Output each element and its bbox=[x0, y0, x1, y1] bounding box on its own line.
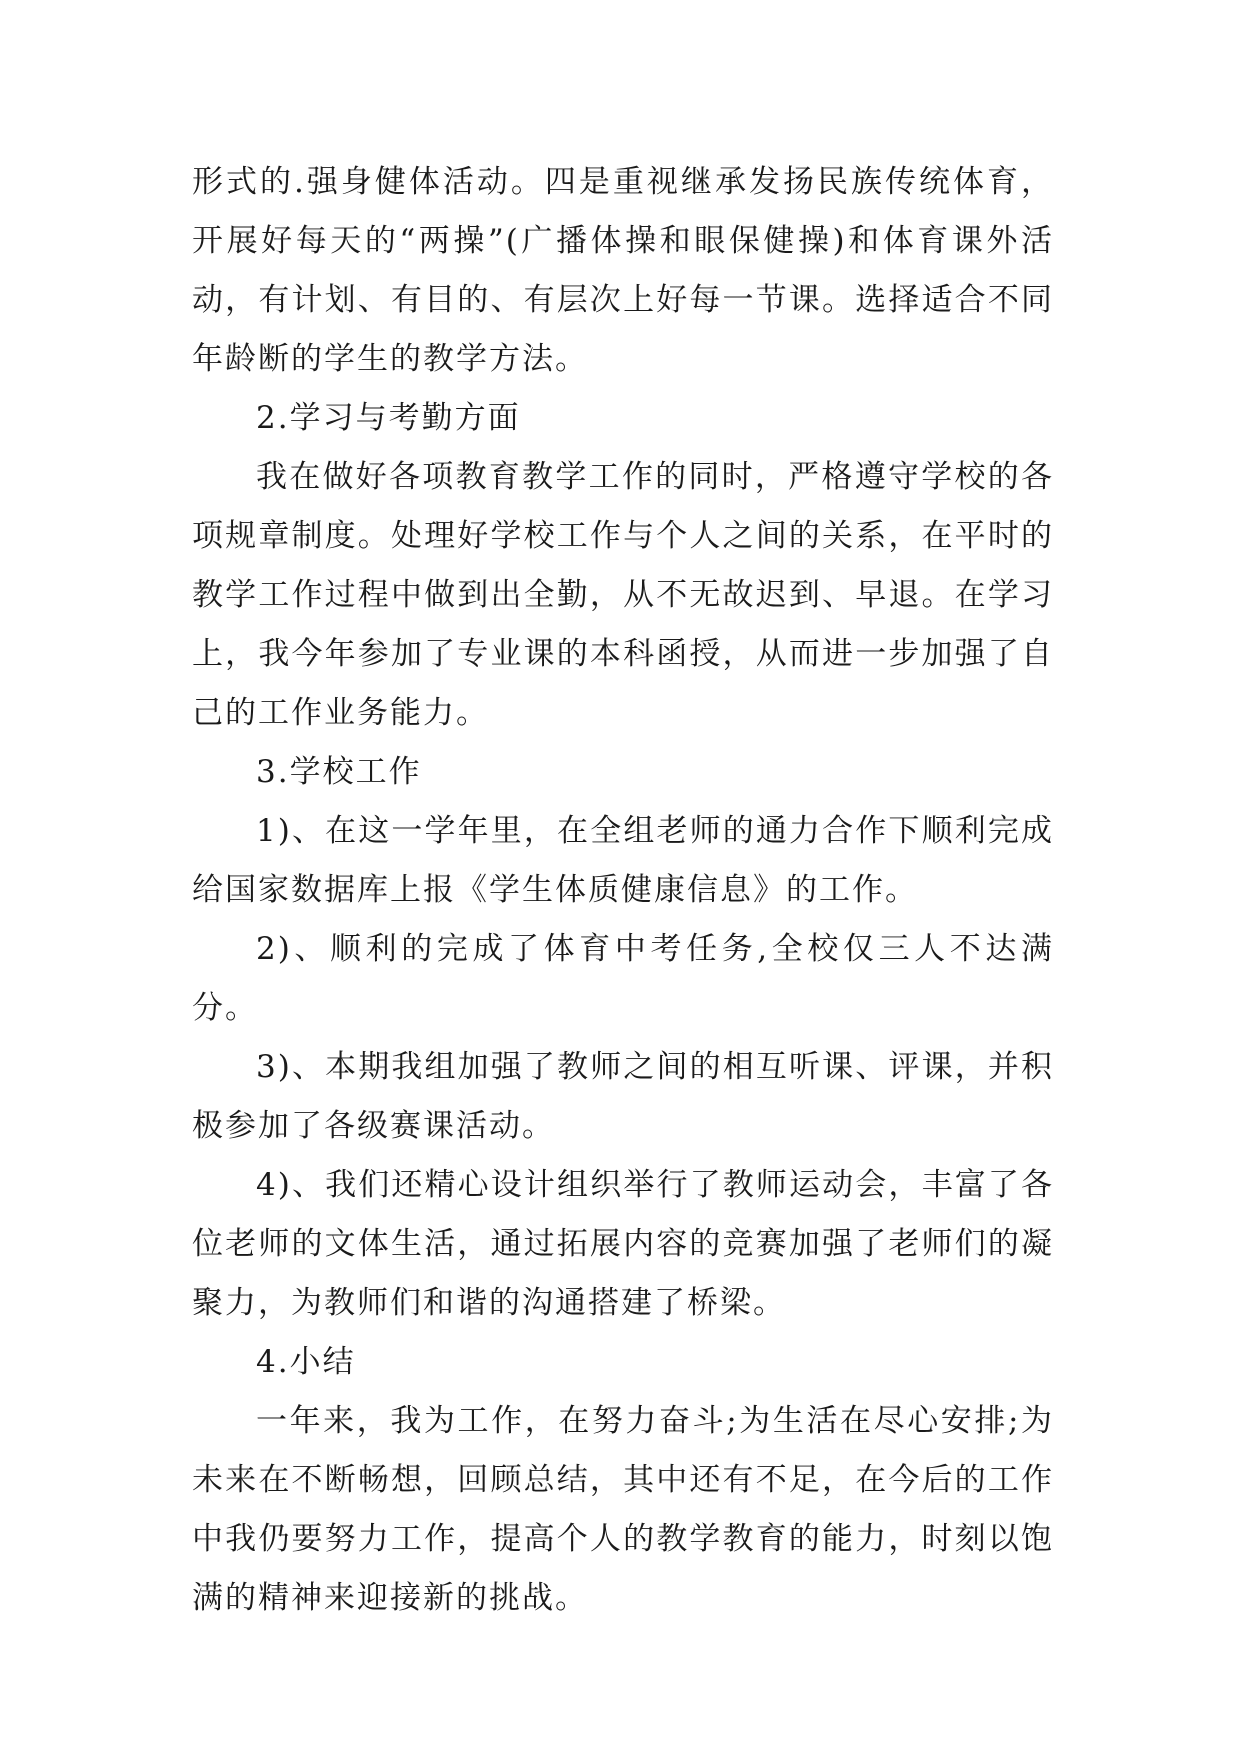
list-item-school-work-2: 2)、顺利的完成了体育中考任务,全校仅三人不达满分。 bbox=[192, 931, 1054, 1026]
document-body bbox=[192, 153, 1054, 1628]
list-item-school-work-1: 1)、在这一学年里，在全组老师的通力合作下顺利完成给国家数据库上报《学生体质健康信息》的工作。 bbox=[192, 813, 1054, 908]
list-item-school-work-3: 3)、本期我组加强了教师之间的相互听课、评课，并积极参加了各级赛课活动。 bbox=[192, 1049, 1054, 1144]
paragraph-study-attendance: 我在做好各项教育教学工作的同时，严格遵守学校的各项规章制度。处理好学校工作与个人之间的关系，在平时的教学工作过程中做到出全勤，从不无故迟到、早退。在学习上，我今年参加了专业课的本科函授，从而进一步加强了自己的工作业务能力。 bbox=[192, 459, 1054, 731]
paragraph-continued: 形式的.强身健体活动。四是重视继承发扬民族传统体育，开展好每天的“两操”(广播体操和眼保健操)和体育课外活动，有计划、有目的、有层次上好每一节课。选择适合不同年龄断的学生的教学方法。 bbox=[192, 164, 1054, 377]
list-item-school-work-4: 4)、我们还精心设计组织举行了教师运动会，丰富了各位老师的文体生活，通过拓展内容的竞赛加强了老师们的凝聚力，为教师们和谐的沟通搭建了桥梁。 bbox=[192, 1167, 1054, 1321]
section-heading-study-attendance: 2.学习与考勤方面 bbox=[256, 400, 521, 436]
section-heading-summary: 4.小结 bbox=[256, 1344, 356, 1380]
paragraph-summary: 一年来，我为工作，在努力奋斗;为生活在尽心安排;为未来在不断畅想，回顾总结，其中还有不足，在今后的工作中我仍要努力工作，提高个人的教学教育的能力，时刻以饱满的精神来迎接新的挑战。 bbox=[192, 1403, 1054, 1616]
section-heading-school-work: 3.学校工作 bbox=[256, 754, 422, 790]
